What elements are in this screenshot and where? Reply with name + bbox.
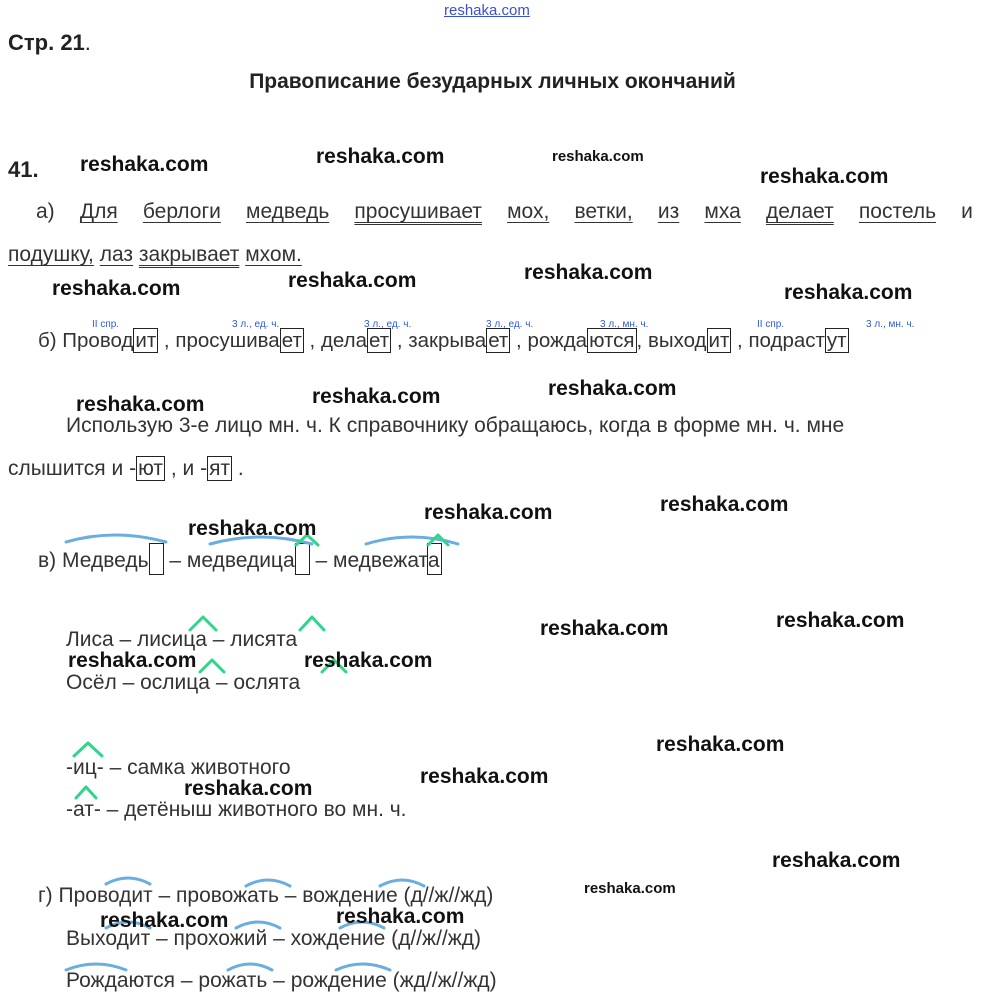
suffix-at-explanation: -ат- – детёныш животного во мн. ч. <box>66 798 407 821</box>
ending-box: ются <box>589 329 635 352</box>
word-postel: постель <box>858 200 937 223</box>
ending-box: ит <box>708 329 730 352</box>
watermark: reshaka.com <box>100 909 229 932</box>
watermark: reshaka.com <box>316 145 445 168</box>
stem: Провод <box>62 329 134 352</box>
verb-podrastut <box>748 328 848 353</box>
stem: рожда <box>527 329 588 352</box>
watermark: reshaka.com <box>304 649 433 672</box>
part-b-line <box>38 329 849 353</box>
verb-vyhodit <box>648 328 743 353</box>
watermark: reshaka.com <box>548 377 677 400</box>
punct: , <box>636 329 643 352</box>
punct: , <box>158 329 170 352</box>
verb-delaet <box>321 328 403 353</box>
suffix-mark-ic <box>74 743 102 756</box>
note-rozhdayutsya: 3 л., мн. ч. <box>600 319 649 330</box>
word-prosushivaet: просушивает <box>354 200 482 223</box>
stem: дела <box>320 329 367 352</box>
watermark: reshaka.com <box>420 765 549 788</box>
part-b-explanation-line-1: Использую 3-е лицо мн. ч. К справочнику обращаюсь, когда в форме мн. ч. мне <box>66 414 845 437</box>
watermark: reshaka.com <box>776 609 905 632</box>
note-vyhodit: II спр. <box>757 319 785 330</box>
punct: , <box>510 329 522 352</box>
part-c-label: в) <box>38 549 57 572</box>
watermark: reshaka.com <box>424 501 553 524</box>
watermark: reshaka.com <box>660 493 789 516</box>
watermark: reshaka.com <box>784 281 913 304</box>
page-number-dot: . <box>84 30 91 55</box>
ending-box-yat: ят <box>209 457 231 480</box>
verb-provodit <box>62 328 169 353</box>
ending-box: ет <box>369 329 390 352</box>
dash: – <box>163 549 187 572</box>
part-a-label: а) <box>36 200 55 223</box>
suffix-ic-explanation: -иц- – самка животного <box>66 756 291 779</box>
part-d-line-1: г) Проводит – провожать – вождение (д//ж//жд) <box>38 884 494 907</box>
empty-ending-box <box>427 543 442 575</box>
expl-start: слышится и - <box>8 457 137 480</box>
watermark: reshaka.com <box>68 649 197 672</box>
verb-rozhdayutsya <box>527 328 642 353</box>
expl-end: . <box>232 457 244 480</box>
part-c-line-1 <box>38 543 442 575</box>
watermark: reshaka.com <box>656 733 785 756</box>
word-medved: медведь <box>246 200 330 223</box>
watermark: reshaka.com <box>80 153 209 176</box>
word-laz: лаз <box>99 243 134 266</box>
watermark: reshaka.com <box>336 905 465 928</box>
watermark: reshaka.com <box>312 385 441 408</box>
part-a-line-1 <box>8 200 973 224</box>
part-c-line-2: Лиса – лисица – лисята <box>66 628 298 651</box>
note-provodit: II спр. <box>92 319 120 330</box>
stem: выход <box>647 329 707 352</box>
verb-prosushivaet <box>175 328 315 353</box>
word-medved-c: Медведь <box>62 549 149 572</box>
watermark: reshaka.com <box>760 165 889 188</box>
word-vetki: ветки, <box>574 200 633 223</box>
punct: , <box>391 329 403 352</box>
site-watermark-link[interactable]: reshaka.com <box>444 2 530 19</box>
watermark: reshaka.com <box>184 777 313 800</box>
stem: закрыва <box>408 329 487 352</box>
word-i: и <box>961 200 973 223</box>
empty-ending-box <box>295 543 310 575</box>
word-medvezhata: медвежата <box>333 549 440 572</box>
word-mhom: мхом. <box>245 243 302 266</box>
part-a-line-2 <box>8 243 302 267</box>
verb-zakryvaet <box>408 328 522 353</box>
stem: просушива <box>175 329 280 352</box>
word-dlya: Для <box>79 200 118 223</box>
watermark: reshaka.com <box>76 393 205 416</box>
punct: , <box>731 329 743 352</box>
suffix-mark-at <box>76 787 96 798</box>
ending-box: ит <box>135 329 157 352</box>
page-number <box>8 30 91 56</box>
ending-box: ет <box>488 329 509 352</box>
note-delaet: 3 л., ед. ч. <box>364 319 412 330</box>
word-delaet: делает <box>765 200 834 223</box>
expl-middle: , и - <box>165 457 208 480</box>
word-berlogi: берлоги <box>142 200 221 223</box>
watermark: reshaka.com <box>188 517 317 540</box>
ending-box: ут <box>826 329 847 352</box>
page-number-text: Стр. 21 <box>8 30 85 55</box>
watermark: reshaka.com <box>52 277 181 300</box>
exercise-number: 41. <box>8 157 39 182</box>
watermark: reshaka.com <box>524 261 653 284</box>
word-moh: мох, <box>507 200 550 223</box>
part-d-line-2: Выходит – прохожий – хождение (д//ж//жд) <box>66 927 482 950</box>
watermark: reshaka.com <box>584 880 676 897</box>
part-b-explanation-line-2 <box>8 457 244 481</box>
watermark: reshaka.com <box>552 148 644 165</box>
suffix-mark-lisyata <box>300 617 324 630</box>
watermark: reshaka.com <box>772 849 901 872</box>
part-c-line-3: Осёл – ослица – ослята <box>66 671 301 694</box>
note-podrastut: 3 л., мн. ч. <box>866 319 915 330</box>
dash: – <box>309 549 334 572</box>
page-title: Правописание безударных личных окончаний <box>249 70 736 93</box>
word-iz: из <box>657 200 680 223</box>
word-podushku: подушку, <box>8 243 94 266</box>
stem: подраст <box>748 329 825 352</box>
punct: , <box>303 329 316 352</box>
part-d-line-3: Рождаются – рожать – рождение (жд//ж//жд) <box>66 969 497 992</box>
note-zakryvaet: 3 л., ед. ч. <box>486 319 534 330</box>
word-medvedica: медведица <box>186 549 295 572</box>
part-b-label: б) <box>38 329 57 352</box>
empty-ending-box <box>149 543 164 575</box>
ending-box-yut: ют <box>138 457 163 480</box>
word-zakryvaet: закрывает <box>138 243 240 266</box>
note-prosushivaet: 3 л., ед. ч. <box>232 319 280 330</box>
watermark: reshaka.com <box>288 269 417 292</box>
root-arc-medved <box>66 535 166 542</box>
word-mha: мха <box>704 200 741 223</box>
watermark: reshaka.com <box>540 617 669 640</box>
ending-box: ет <box>281 329 302 352</box>
